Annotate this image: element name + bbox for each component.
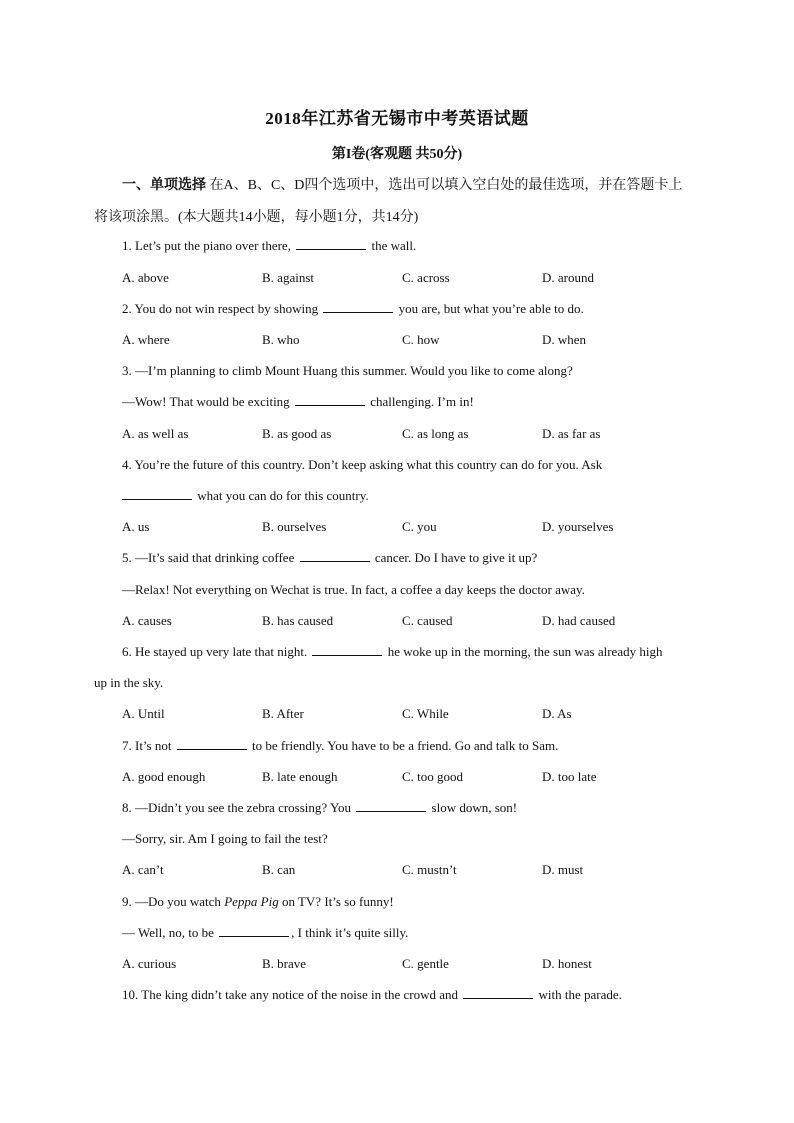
option-c: C. While xyxy=(402,706,449,721)
option-c: C. too good xyxy=(402,769,464,784)
question-stem xyxy=(122,800,517,816)
option-c: C. how xyxy=(402,332,440,347)
option-d: D. yourselves xyxy=(542,519,614,534)
question-stem xyxy=(122,894,394,910)
stem-text: you are, but what you’re able to do. xyxy=(395,301,584,316)
answer-blank xyxy=(300,550,370,562)
option-a: A. as well as xyxy=(122,426,189,441)
option-b: B. After xyxy=(262,706,304,721)
instruction-line-2: 将该项涂黑。(本大题共14小题，每小题1分，共14分) xyxy=(94,210,419,225)
option-d: D. as far as xyxy=(542,426,601,441)
stem-text: — Well, no, to be xyxy=(122,925,218,940)
option-c: C. caused xyxy=(402,613,453,628)
stem-text: —Wow! That would be exciting xyxy=(122,394,293,409)
question-stem: 3. —I’m planning to climb Mount Huang this summer. Would you like to come along? xyxy=(122,363,573,378)
stem-text: 10. The king didn’t take any notice of the noise in the crowd and xyxy=(122,987,462,1002)
question-stem xyxy=(122,738,558,754)
option-b: B. late enough xyxy=(262,769,338,784)
stem-text: 5. —It’s said that drinking coffee xyxy=(122,550,298,565)
option-b: B. against xyxy=(262,270,314,285)
option-a: A. causes xyxy=(122,613,172,628)
stem-text: cancer. Do I have to give it up? xyxy=(371,550,538,565)
question-reply xyxy=(122,925,408,941)
option-d: D. honest xyxy=(542,956,592,971)
answer-blank xyxy=(295,394,365,406)
answer-blank xyxy=(296,238,366,250)
option-a: A. where xyxy=(122,332,170,347)
show-title: Peppa Pig xyxy=(224,894,279,909)
stem-text: the wall. xyxy=(368,238,417,253)
option-b: B. ourselves xyxy=(262,519,327,534)
section-subtitle: 第I卷(客观题 共50分) xyxy=(331,147,463,162)
question-stem: 4. You’re the future of this country. Don’t keep asking what this country can do for you. Ask xyxy=(122,457,603,472)
stem-text: 1. Let’s put the piano over there, xyxy=(122,238,295,253)
question-stem xyxy=(122,238,416,254)
question-stem xyxy=(122,644,662,660)
question-stem xyxy=(122,301,584,317)
option-d: D. As xyxy=(542,706,572,721)
stem-text: challenging. I’m in! xyxy=(366,394,474,409)
answer-blank xyxy=(463,987,533,999)
stem-text: what you can do for this country. xyxy=(194,488,369,503)
stem-text: 7. It’s not xyxy=(122,738,175,753)
question-reply: —Relax! Not everything on Wechat is true. In fact, a coffee a day keeps the doctor away. xyxy=(122,582,585,597)
stem-text: 9. —Do you watch xyxy=(122,894,225,909)
stem-text: he woke up in the morning, the sun was already high xyxy=(384,644,663,659)
option-d: D. around xyxy=(542,270,594,285)
stem-text: 6. He stayed up very late that night. xyxy=(122,644,311,659)
answer-blank xyxy=(122,488,192,500)
option-c: C. mustn’t xyxy=(402,862,457,877)
instruction-text: 在A、B、C、D四个选项中，选出可以填入空白处的最佳选项，并在答题卡上 xyxy=(206,178,683,193)
option-b: B. as good as xyxy=(262,426,332,441)
option-c: C. gentle xyxy=(402,956,449,971)
question-stem xyxy=(122,550,537,566)
answer-blank xyxy=(323,301,393,313)
question-stem-cont xyxy=(122,488,369,504)
stem-text: on TV? It’s so funny! xyxy=(278,894,394,909)
option-c: C. you xyxy=(402,519,437,534)
stem-text: with the parade. xyxy=(535,987,622,1002)
option-c: C. across xyxy=(402,270,450,285)
option-a: A. above xyxy=(122,270,169,285)
page-title: 2018年江苏省无锡市中考英语试题 xyxy=(265,109,529,128)
question-reply xyxy=(122,394,474,410)
answer-blank xyxy=(219,925,289,937)
answer-blank xyxy=(177,738,247,750)
stem-text: , I think it’s quite silly. xyxy=(291,925,409,940)
option-b: B. brave xyxy=(262,956,307,971)
question-stem-cont: up in the sky. xyxy=(94,675,164,690)
stem-text: 8. —Didn’t you see the zebra crossing? You xyxy=(122,800,355,815)
option-d: D. when xyxy=(542,332,587,347)
option-a: A. can’t xyxy=(122,862,164,877)
question-stem xyxy=(122,987,622,1003)
instruction-line-1 xyxy=(122,174,682,194)
stem-text: slow down, son! xyxy=(428,800,518,815)
option-c: C. as long as xyxy=(402,426,469,441)
stem-text: to be friendly. You have to be a friend. Go and talk to Sam. xyxy=(248,738,559,753)
option-a: A. curious xyxy=(122,956,177,971)
section-heading: 一、单项选择 xyxy=(122,178,206,193)
question-reply: —Sorry, sir. Am I going to fail the test? xyxy=(122,831,328,846)
option-b: B. who xyxy=(262,332,300,347)
option-a: A. Until xyxy=(122,706,165,721)
answer-blank xyxy=(356,800,426,812)
option-a: A. good enough xyxy=(122,769,206,784)
answer-blank xyxy=(312,644,382,656)
option-d: D. must xyxy=(542,862,584,877)
option-a: A. us xyxy=(122,519,150,534)
stem-text: 2. You do not win respect by showing xyxy=(122,301,322,316)
option-b: B. has caused xyxy=(262,613,334,628)
option-d: D. too late xyxy=(542,769,597,784)
option-d: D. had caused xyxy=(542,613,616,628)
option-b: B. can xyxy=(262,862,296,877)
